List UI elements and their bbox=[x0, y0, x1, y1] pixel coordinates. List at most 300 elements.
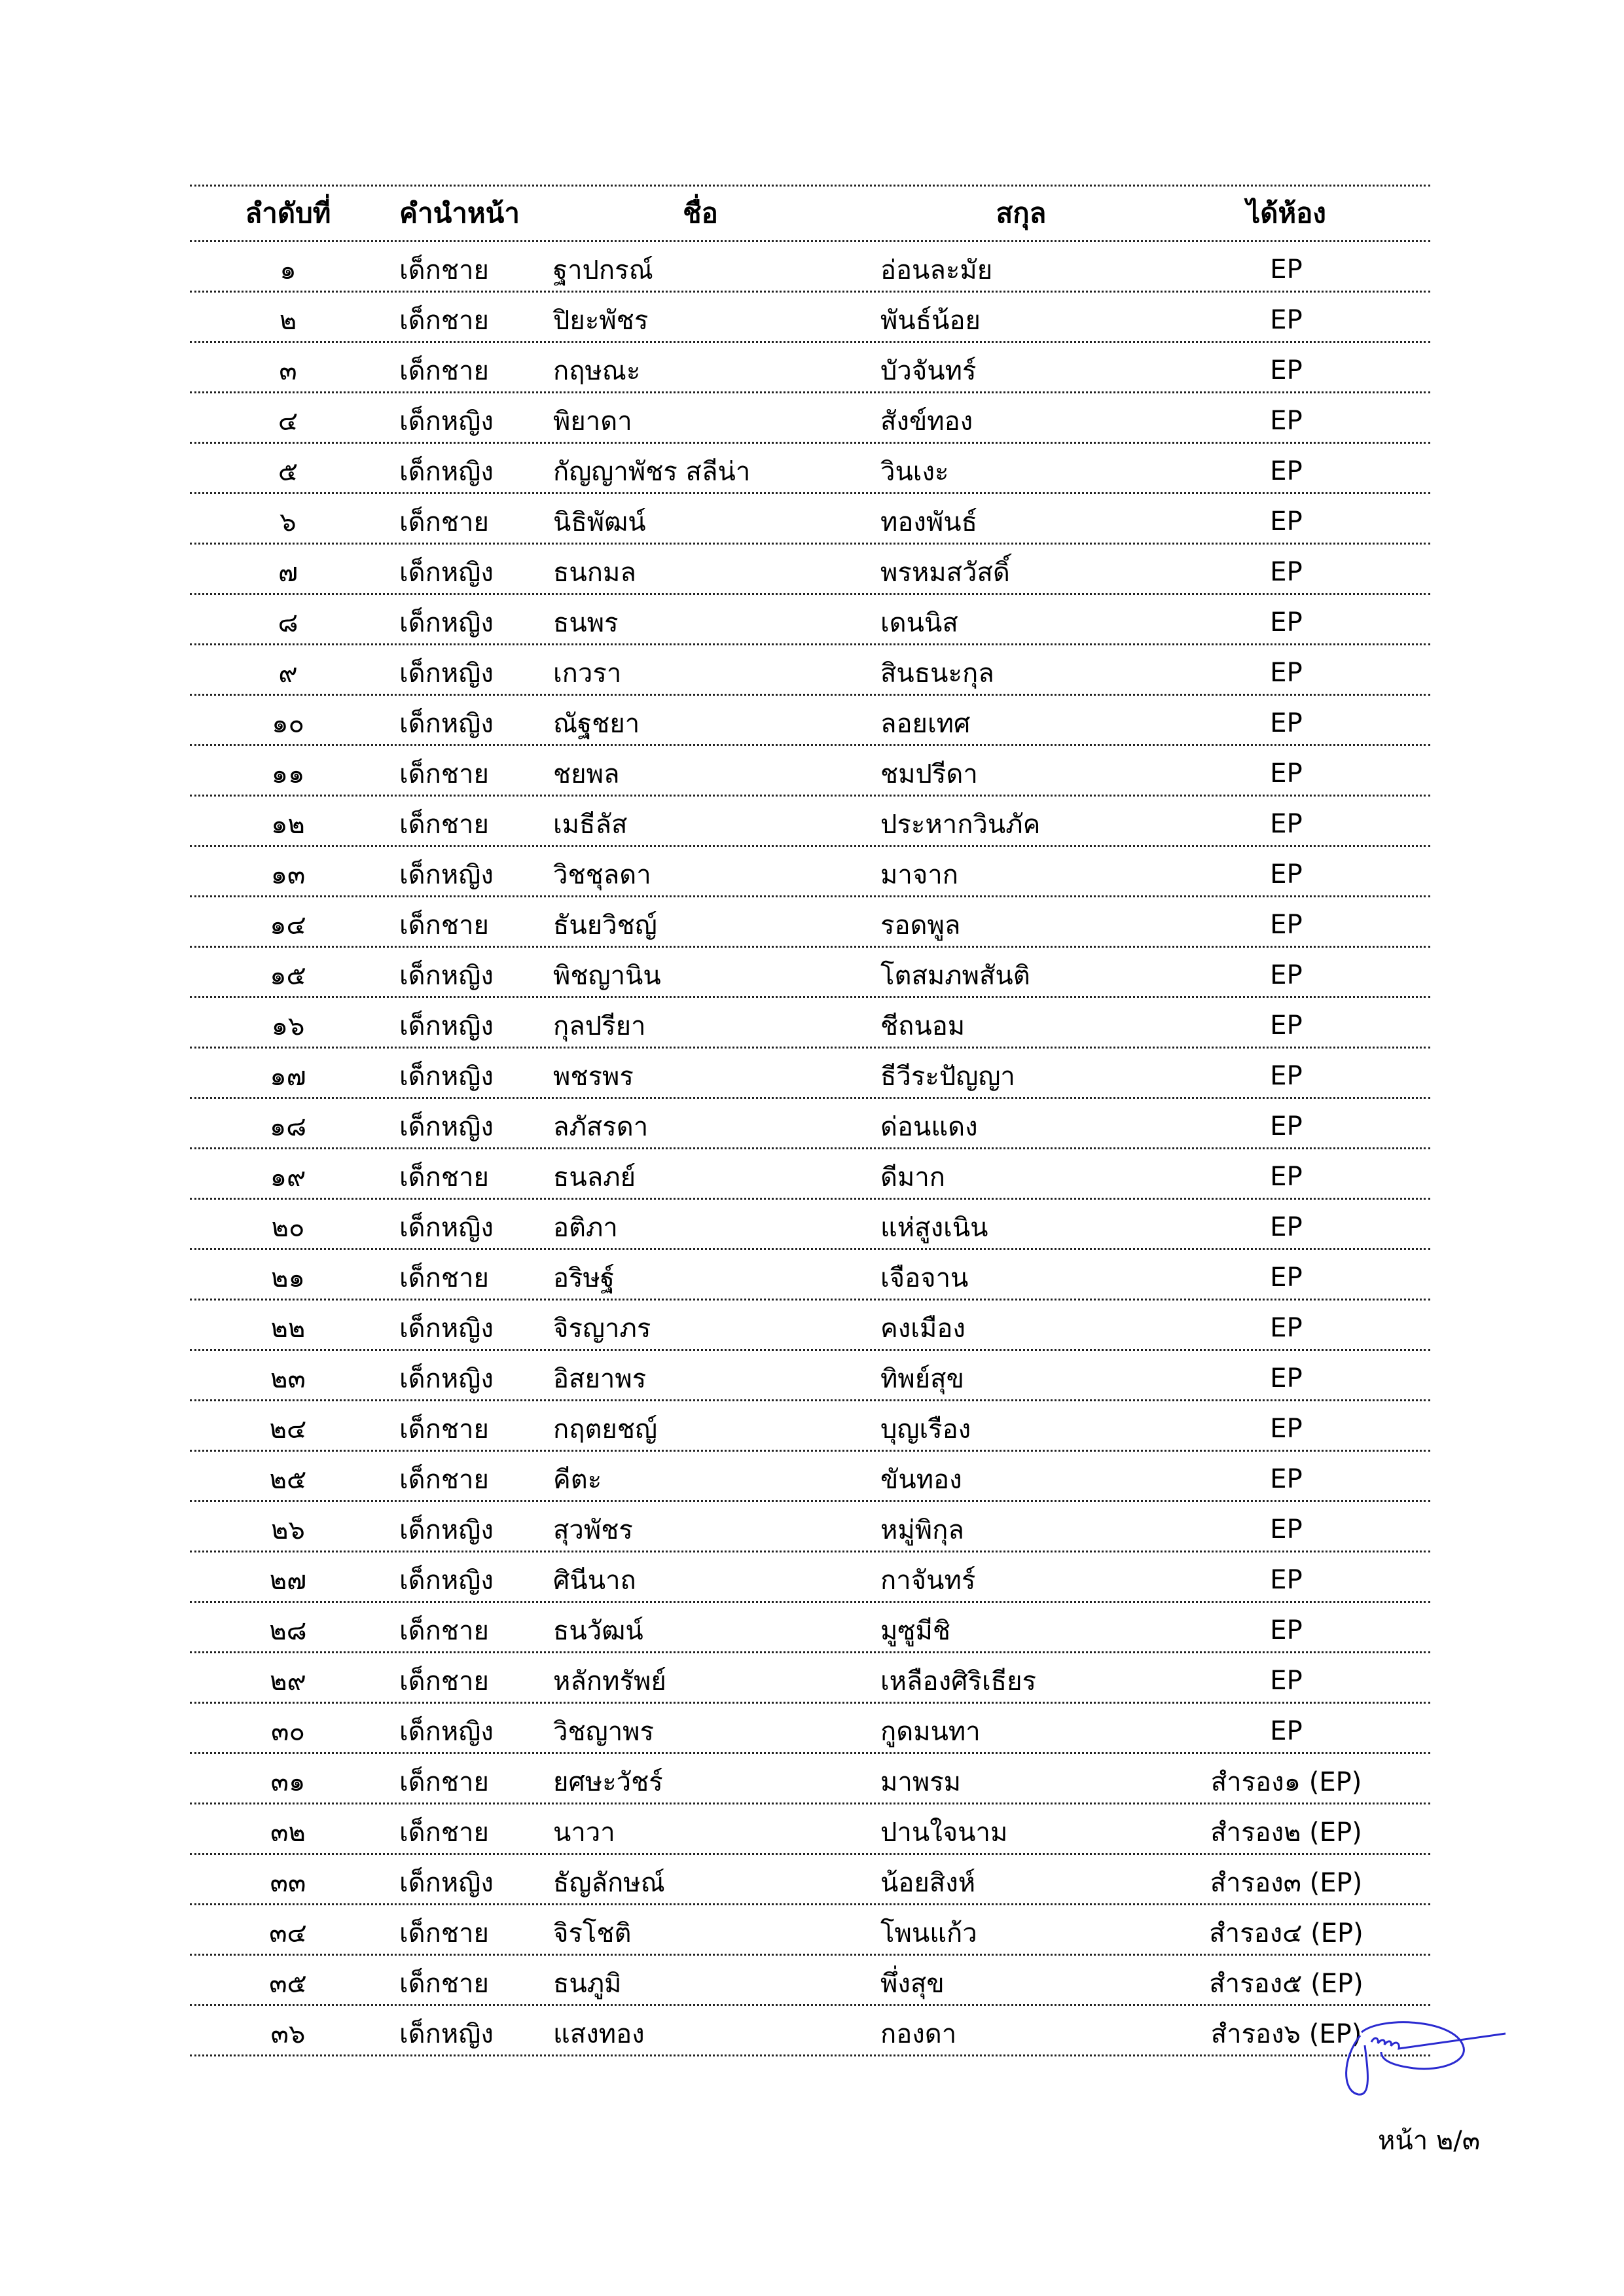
row-surname-text: โตสมภพสันติ bbox=[880, 961, 1030, 991]
row-name bbox=[553, 797, 861, 845]
row-surname bbox=[880, 948, 1155, 996]
row-room bbox=[1165, 797, 1407, 845]
row-surname bbox=[880, 1300, 1155, 1349]
row-surname bbox=[880, 2006, 1155, 2054]
row-room bbox=[1165, 948, 1407, 996]
row-room bbox=[1165, 494, 1407, 543]
row-number-text: ๓๕ bbox=[269, 1969, 307, 1999]
row-room bbox=[1165, 1401, 1407, 1450]
row-number-text: ๓ bbox=[279, 356, 297, 386]
row-prefix-text: เด็กหญิง bbox=[399, 1062, 494, 1092]
row-surname bbox=[880, 645, 1155, 694]
row-surname bbox=[880, 847, 1155, 895]
row-name-text: ธนลภย์ bbox=[553, 1162, 636, 1193]
row-surname bbox=[880, 494, 1155, 543]
row-name bbox=[553, 897, 861, 946]
row-number bbox=[190, 1351, 386, 1399]
row-name bbox=[553, 293, 861, 341]
row-room-text: EP bbox=[1270, 859, 1303, 889]
row-surname bbox=[880, 545, 1155, 593]
row-name bbox=[553, 1704, 861, 1752]
row-surname-text: กาจันทร์ bbox=[880, 1566, 976, 1596]
row-number-text: ๓๒ bbox=[270, 1818, 306, 1848]
row-number bbox=[190, 1603, 386, 1651]
row-surname-text: ประหากวินภัค bbox=[880, 810, 1041, 840]
row-surname-text: บุญเรือง bbox=[880, 1414, 971, 1444]
row-number bbox=[190, 746, 386, 795]
row-name-text: พชรพร bbox=[553, 1062, 634, 1092]
row-prefix-text: เด็กหญิง bbox=[399, 1213, 494, 1243]
row-surname bbox=[880, 1552, 1155, 1601]
row-number-text: ๒๘ bbox=[269, 1616, 307, 1646]
row-surname-text: โพนแก้ว bbox=[880, 1918, 977, 1948]
table-row bbox=[190, 696, 1430, 746]
row-room bbox=[1165, 545, 1407, 593]
table-row bbox=[190, 393, 1430, 444]
row-number-text: ๑๙ bbox=[270, 1162, 306, 1193]
row-prefix bbox=[399, 545, 543, 593]
row-name-text: แสงทอง bbox=[553, 2019, 645, 2049]
row-prefix-text: เด็กหญิง bbox=[399, 2019, 494, 2049]
row-number bbox=[190, 1300, 386, 1349]
row-prefix bbox=[399, 242, 543, 291]
row-prefix-text: เด็กหญิง bbox=[399, 860, 494, 890]
row-room-text: EP bbox=[1270, 406, 1303, 436]
row-number-text: ๓๐ bbox=[271, 1717, 305, 1747]
row-prefix-text: เด็กชาย bbox=[399, 1414, 489, 1444]
row-prefix-text: เด็กชาย bbox=[399, 759, 489, 789]
row-name-text: กัญญาพัชร สลีน่า bbox=[553, 457, 751, 487]
row-prefix bbox=[399, 1704, 543, 1752]
row-number bbox=[190, 1905, 386, 1954]
row-prefix bbox=[399, 1452, 543, 1500]
row-room bbox=[1165, 393, 1407, 442]
row-room bbox=[1165, 746, 1407, 795]
row-surname bbox=[880, 1149, 1155, 1198]
table-row bbox=[190, 948, 1430, 998]
row-name-text: จิรญาภร bbox=[553, 1314, 651, 1344]
row-number-text: ๖ bbox=[280, 507, 297, 537]
table-row bbox=[190, 545, 1430, 595]
row-name bbox=[553, 1300, 861, 1349]
row-name-text: อติภา bbox=[553, 1213, 618, 1243]
row-prefix bbox=[399, 645, 543, 694]
row-prefix-text: เด็กชาย bbox=[399, 1969, 489, 1999]
row-number-text: ๒๔ bbox=[269, 1414, 307, 1444]
row-name-text: นิธิพัฒน์ bbox=[553, 507, 646, 537]
row-surname bbox=[880, 1401, 1155, 1450]
row-surname-text: พรหมสวัสดิ์ bbox=[880, 558, 1010, 588]
row-number bbox=[190, 1099, 386, 1147]
row-name-text: อิสยาพร bbox=[553, 1364, 647, 1394]
row-room bbox=[1165, 1653, 1407, 1702]
row-number bbox=[190, 1855, 386, 1903]
row-surname-text: ปานใจนาม bbox=[880, 1818, 1008, 1848]
row-room-text: EP bbox=[1270, 607, 1303, 637]
row-room-text: EP bbox=[1270, 305, 1303, 335]
row-room-text: สำรอง๒ (EP) bbox=[1210, 1818, 1362, 1848]
row-prefix bbox=[399, 998, 543, 1047]
row-name-text: สุวพัชร bbox=[553, 1515, 633, 1545]
table-row bbox=[190, 1704, 1430, 1754]
row-name bbox=[553, 1099, 861, 1147]
row-name bbox=[553, 1552, 861, 1601]
row-number bbox=[190, 545, 386, 593]
row-surname-text: รอดพูล bbox=[880, 910, 961, 941]
table-row bbox=[190, 343, 1430, 393]
row-room-text: EP bbox=[1270, 910, 1303, 940]
row-name-text: ธัญลักษณ์ bbox=[553, 1868, 665, 1898]
row-name bbox=[553, 2006, 861, 2054]
row-prefix bbox=[399, 393, 543, 442]
row-number bbox=[190, 1704, 386, 1752]
row-surname-text: ด่อนแดง bbox=[880, 1112, 978, 1142]
row-surname-text: มาพรม bbox=[880, 1767, 962, 1797]
row-number bbox=[190, 998, 386, 1047]
row-number-text: ๑๘ bbox=[269, 1112, 307, 1142]
row-room bbox=[1165, 1855, 1407, 1903]
row-room-text: EP bbox=[1270, 759, 1303, 789]
row-room bbox=[1165, 595, 1407, 643]
row-number bbox=[190, 1653, 386, 1702]
table-row bbox=[190, 494, 1430, 545]
row-prefix bbox=[399, 1754, 543, 1803]
header-prefix: คำนำหน้า bbox=[399, 197, 520, 229]
row-room bbox=[1165, 998, 1407, 1047]
row-number-text: ๑๕ bbox=[270, 961, 306, 991]
row-surname-text: ขันทอง bbox=[880, 1465, 962, 1495]
row-prefix bbox=[399, 1956, 543, 2004]
row-surname bbox=[880, 444, 1155, 492]
row-prefix bbox=[399, 1804, 543, 1853]
row-number bbox=[190, 1502, 386, 1551]
row-number-text: ๘ bbox=[278, 608, 298, 638]
row-number-text: ๓๓ bbox=[270, 1868, 306, 1898]
row-number bbox=[190, 1804, 386, 1853]
row-surname bbox=[880, 393, 1155, 442]
header-no: ลำดับที่ bbox=[245, 197, 331, 229]
row-surname bbox=[880, 1754, 1155, 1803]
row-room-text: EP bbox=[1270, 1565, 1303, 1595]
row-prefix bbox=[399, 1049, 543, 1097]
row-prefix bbox=[399, 1603, 543, 1651]
row-prefix bbox=[399, 1855, 543, 1903]
row-name-text: ลภัสรดา bbox=[553, 1112, 649, 1142]
student-room-table bbox=[190, 185, 1430, 2056]
row-number bbox=[190, 393, 386, 442]
row-prefix-text: เด็กหญิง bbox=[399, 608, 494, 638]
row-surname-text: ลอยเทศ bbox=[880, 709, 971, 739]
row-name bbox=[553, 1653, 861, 1702]
row-number-text: ๒๒ bbox=[270, 1314, 306, 1344]
row-room-text: EP bbox=[1270, 1212, 1303, 1242]
row-name bbox=[553, 1149, 861, 1198]
table-row bbox=[190, 1552, 1430, 1603]
table-row bbox=[190, 1653, 1430, 1704]
row-prefix bbox=[399, 595, 543, 643]
table-row bbox=[190, 847, 1430, 897]
row-name bbox=[553, 1250, 861, 1299]
table-row bbox=[190, 1200, 1430, 1250]
row-room-text: EP bbox=[1270, 355, 1303, 386]
table-row bbox=[190, 645, 1430, 696]
row-surname-text: กองดา bbox=[880, 2019, 957, 2049]
row-number bbox=[190, 897, 386, 946]
row-surname bbox=[880, 696, 1155, 744]
row-room-text: สำรอง๓ (EP) bbox=[1210, 1868, 1363, 1898]
row-name-text: ปิยะพัชร bbox=[553, 306, 649, 336]
row-prefix bbox=[399, 1099, 543, 1147]
row-number bbox=[190, 847, 386, 895]
row-name bbox=[553, 1603, 861, 1651]
row-number bbox=[190, 1401, 386, 1450]
row-room bbox=[1165, 1905, 1407, 1954]
header-surname: สกุล bbox=[996, 197, 1047, 229]
row-room bbox=[1165, 1250, 1407, 1299]
row-name bbox=[553, 1401, 861, 1450]
row-surname-text: ธีวีระปัญญา bbox=[880, 1062, 1015, 1092]
row-surname bbox=[880, 1704, 1155, 1752]
row-prefix-text: เด็กชาย bbox=[399, 1666, 489, 1696]
row-number-text: ๒๕ bbox=[269, 1465, 307, 1495]
row-number bbox=[190, 948, 386, 996]
row-number bbox=[190, 645, 386, 694]
row-number-text: ๒๐ bbox=[271, 1213, 305, 1243]
row-prefix-text: เด็กหญิง bbox=[399, 558, 494, 588]
row-room bbox=[1165, 1552, 1407, 1601]
row-number-text: ๗ bbox=[278, 558, 298, 588]
row-room bbox=[1165, 1956, 1407, 2004]
table-row bbox=[190, 293, 1430, 343]
row-prefix-text: เด็กหญิง bbox=[399, 961, 494, 991]
row-number bbox=[190, 797, 386, 845]
row-prefix bbox=[399, 1250, 543, 1299]
table-row bbox=[190, 1250, 1430, 1300]
row-room-text: EP bbox=[1270, 557, 1303, 587]
row-name-text: ศินีนาถ bbox=[553, 1566, 636, 1596]
row-room bbox=[1165, 897, 1407, 946]
row-room-text: EP bbox=[1270, 1363, 1303, 1393]
row-number-text: ๑๐ bbox=[272, 709, 304, 739]
signature-icon bbox=[1342, 2019, 1512, 2111]
row-surname bbox=[880, 1603, 1155, 1651]
row-surname-text: หมู่พิกุล bbox=[880, 1515, 964, 1545]
row-name bbox=[553, 595, 861, 643]
row-name-text: ยศษะวัชร์ bbox=[553, 1767, 663, 1797]
row-prefix-text: เด็กชาย bbox=[399, 1918, 489, 1948]
row-room bbox=[1165, 1452, 1407, 1500]
row-number bbox=[190, 1250, 386, 1299]
row-number bbox=[190, 494, 386, 543]
table-row bbox=[190, 1401, 1430, 1452]
table-row bbox=[190, 1502, 1430, 1552]
row-name-text: พิยาดา bbox=[553, 406, 632, 437]
row-name-text: ฐาปกรณ์ bbox=[553, 255, 653, 285]
row-number bbox=[190, 1452, 386, 1500]
row-room-text: EP bbox=[1270, 1011, 1303, 1041]
row-room-text: EP bbox=[1270, 1162, 1303, 1192]
row-prefix bbox=[399, 696, 543, 744]
row-name bbox=[553, 1855, 861, 1903]
table-row bbox=[190, 746, 1430, 797]
row-number bbox=[190, 2006, 386, 2054]
table-row bbox=[190, 1300, 1430, 1351]
row-prefix bbox=[399, 847, 543, 895]
row-surname-text: ชมปรีดา bbox=[880, 759, 978, 789]
row-name-text: นาวา bbox=[553, 1818, 615, 1848]
row-room bbox=[1165, 1300, 1407, 1349]
row-surname-text: มาจาก bbox=[880, 860, 958, 890]
row-name bbox=[553, 1956, 861, 2004]
row-prefix bbox=[399, 897, 543, 946]
table-row bbox=[190, 1452, 1430, 1502]
table-row bbox=[190, 1855, 1430, 1905]
row-prefix-text: เด็กชาย bbox=[399, 1263, 489, 1293]
row-prefix-text: เด็กชาย bbox=[399, 306, 489, 336]
row-prefix-text: เด็กหญิง bbox=[399, 658, 494, 689]
table-row bbox=[190, 242, 1430, 293]
row-prefix-text: เด็กชาย bbox=[399, 1818, 489, 1848]
row-surname bbox=[880, 1502, 1155, 1551]
row-prefix-text: เด็กหญิง bbox=[399, 1868, 494, 1898]
row-name bbox=[553, 948, 861, 996]
row-surname-text: สินธนะกุล bbox=[880, 658, 994, 689]
row-room bbox=[1165, 1804, 1407, 1853]
row-prefix-text: เด็กหญิง bbox=[399, 457, 494, 487]
row-surname-text: อ่อนละมัย bbox=[880, 255, 993, 285]
row-name bbox=[553, 1351, 861, 1399]
row-prefix-text: เด็กหญิง bbox=[399, 1011, 494, 1041]
row-number-text: ๑๖ bbox=[271, 1011, 305, 1041]
table-row bbox=[190, 1049, 1430, 1099]
row-number bbox=[190, 595, 386, 643]
row-surname-text: มูซูมีชิ bbox=[880, 1616, 951, 1646]
row-prefix-text: เด็กชาย bbox=[399, 1465, 489, 1495]
row-name-text: หลักทรัพย์ bbox=[553, 1666, 666, 1696]
row-surname-text: วินเงะ bbox=[880, 457, 949, 487]
row-prefix-text: เด็กชาย bbox=[399, 1616, 489, 1646]
table-row bbox=[190, 2006, 1430, 2056]
row-surname-text: ชีถนอม bbox=[880, 1011, 965, 1041]
table-row bbox=[190, 1351, 1430, 1401]
table-row bbox=[190, 1149, 1430, 1200]
row-prefix bbox=[399, 1502, 543, 1551]
row-name bbox=[553, 1804, 861, 1853]
row-number-text: ๒๙ bbox=[270, 1666, 306, 1696]
row-prefix bbox=[399, 1552, 543, 1601]
row-room-text: สำรอง๑ (EP) bbox=[1210, 1767, 1362, 1797]
table-body bbox=[190, 242, 1430, 2056]
row-number bbox=[190, 293, 386, 341]
row-surname-text: สังข์ทอง bbox=[880, 406, 973, 437]
row-surname bbox=[880, 746, 1155, 795]
row-prefix-text: เด็กชาย bbox=[399, 356, 489, 386]
row-number-text: ๑๗ bbox=[270, 1062, 306, 1092]
row-name-text: คีตะ bbox=[553, 1465, 602, 1495]
row-room-text: EP bbox=[1270, 1666, 1303, 1696]
row-surname bbox=[880, 1049, 1155, 1097]
table-row bbox=[190, 797, 1430, 847]
row-prefix bbox=[399, 1905, 543, 1954]
row-prefix bbox=[399, 1149, 543, 1198]
row-room-text: EP bbox=[1270, 1716, 1303, 1746]
row-surname bbox=[880, 1351, 1155, 1399]
row-number bbox=[190, 1552, 386, 1601]
row-surname-text: เจือจาน bbox=[880, 1263, 969, 1293]
row-number-text: ๔ bbox=[278, 406, 298, 437]
row-room-text: สำรอง๔ (EP) bbox=[1209, 1918, 1363, 1948]
row-name bbox=[553, 998, 861, 1047]
row-room-text: EP bbox=[1270, 255, 1303, 285]
row-room-text: EP bbox=[1270, 1414, 1303, 1444]
row-room-text: EP bbox=[1270, 708, 1303, 738]
row-room-text: EP bbox=[1270, 1111, 1303, 1141]
row-name-text: กฤตยชญ์ bbox=[553, 1414, 658, 1444]
row-name-text: กฤษณะ bbox=[553, 356, 641, 386]
row-room-text: EP bbox=[1270, 507, 1303, 537]
table-row bbox=[190, 444, 1430, 494]
row-number bbox=[190, 696, 386, 744]
row-number-text: ๙ bbox=[278, 658, 298, 689]
row-number-text: ๑๔ bbox=[270, 910, 306, 941]
row-room-text: EP bbox=[1270, 456, 1303, 486]
row-room-text: EP bbox=[1270, 1313, 1303, 1343]
row-prefix-text: เด็กหญิง bbox=[399, 1515, 494, 1545]
row-name-text: ธนพร bbox=[553, 608, 619, 638]
row-surname-text: กูดมนทา bbox=[880, 1717, 981, 1747]
row-room-text: EP bbox=[1270, 1263, 1303, 1293]
row-room bbox=[1165, 1200, 1407, 1248]
row-number-text: ๒๖ bbox=[271, 1515, 305, 1545]
row-room-text: EP bbox=[1270, 1464, 1303, 1494]
row-surname-text: ดีมาก bbox=[880, 1162, 946, 1193]
row-name bbox=[553, 545, 861, 593]
row-surname bbox=[880, 242, 1155, 291]
row-surname-text: ทิพย์สุข bbox=[880, 1364, 964, 1394]
row-prefix bbox=[399, 948, 543, 996]
row-room bbox=[1165, 1754, 1407, 1803]
row-room-text: สำรอง๖ (EP) bbox=[1210, 2019, 1362, 2049]
row-name bbox=[553, 1502, 861, 1551]
row-number-text: ๒๓ bbox=[270, 1364, 306, 1394]
row-room bbox=[1165, 1099, 1407, 1147]
header-room: ได้ห้อง bbox=[1246, 197, 1326, 229]
row-name bbox=[553, 494, 861, 543]
row-name bbox=[553, 1905, 861, 1954]
row-room bbox=[1165, 847, 1407, 895]
row-name-text: เมธีลัส bbox=[553, 810, 628, 840]
row-room bbox=[1165, 1603, 1407, 1651]
row-surname bbox=[880, 293, 1155, 341]
row-room bbox=[1165, 1704, 1407, 1752]
row-prefix bbox=[399, 293, 543, 341]
row-prefix-text: เด็กชาย bbox=[399, 507, 489, 537]
row-name-text: ชยพล bbox=[553, 759, 620, 789]
row-name-text: พิชญานิน bbox=[553, 961, 661, 991]
row-surname bbox=[880, 797, 1155, 845]
row-room bbox=[1165, 444, 1407, 492]
row-surname bbox=[880, 998, 1155, 1047]
row-surname bbox=[880, 595, 1155, 643]
row-name bbox=[553, 343, 861, 391]
row-prefix bbox=[399, 444, 543, 492]
row-number-text: ๑๒ bbox=[271, 810, 305, 840]
row-number bbox=[190, 1149, 386, 1198]
row-room bbox=[1165, 242, 1407, 291]
row-room-text: EP bbox=[1270, 960, 1303, 990]
row-name bbox=[553, 393, 861, 442]
row-prefix-text: เด็กหญิง bbox=[399, 1566, 494, 1596]
